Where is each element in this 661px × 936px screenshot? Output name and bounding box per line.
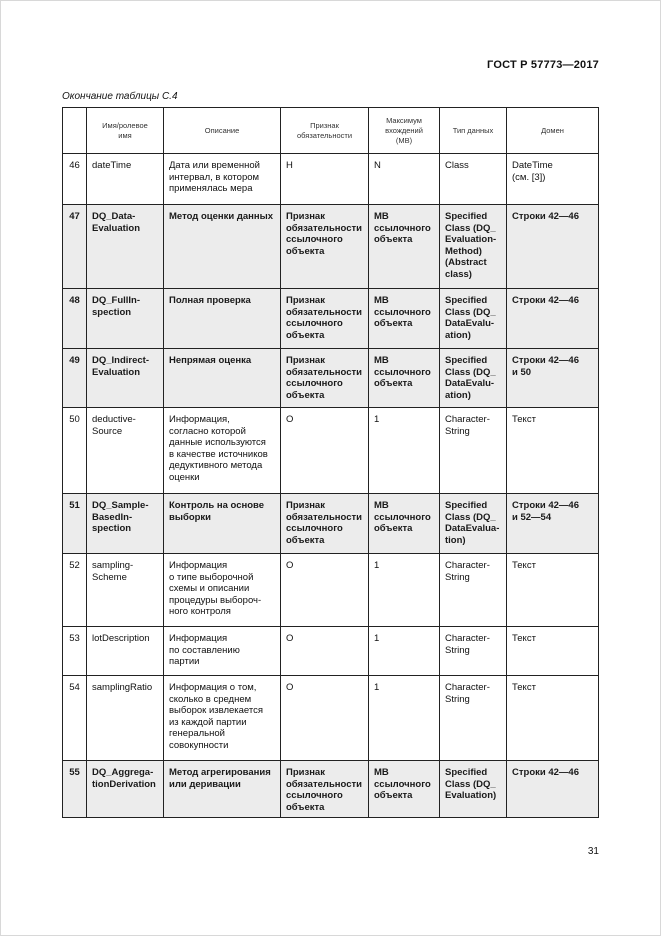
row-domain: Строки 42—46 xyxy=(507,205,599,289)
row-name: DQ_Indirect- Evaluation xyxy=(87,349,164,408)
row-max-occurrence: МВ ссылочного объекта xyxy=(369,205,440,289)
table-row xyxy=(63,676,599,761)
table-row xyxy=(63,154,599,205)
table-row xyxy=(63,627,599,676)
row-domain: Строки 42—46 и 52—54 xyxy=(507,494,599,554)
row-number: 54 xyxy=(63,676,87,761)
row-description: Информация, согласно которой данные используются в качестве источников дедуктивного метода оценки xyxy=(164,408,281,494)
row-domain: Текст xyxy=(507,627,599,676)
row-name: DQ_FullIn- spection xyxy=(87,289,164,349)
header-data-type: Тип данных xyxy=(440,108,507,154)
row-description: Полная проверка xyxy=(164,289,281,349)
row-number: 46 xyxy=(63,154,87,205)
row-obligation: Признак обязательности ссылочного объекта xyxy=(281,205,369,289)
row-max-occurrence: МВ ссылочного объекта xyxy=(369,761,440,818)
header-description: Описание xyxy=(164,108,281,154)
specification-table xyxy=(62,107,599,818)
row-domain: Текст xyxy=(507,554,599,627)
row-max-occurrence: 1 xyxy=(369,627,440,676)
row-description: Метод агрегирования или деривации xyxy=(164,761,281,818)
row-number: 53 xyxy=(63,627,87,676)
row-data-type: Specified Class (DQ_ DataEvalu- ation) xyxy=(440,289,507,349)
row-data-type: Class xyxy=(440,154,507,205)
row-data-type: Specified Class (DQ_ DataEvalu- ation) xyxy=(440,349,507,408)
row-number: 52 xyxy=(63,554,87,627)
header-max-occurrence: Максимум вхождений (МВ) xyxy=(369,108,440,154)
row-obligation: O xyxy=(281,627,369,676)
row-domain: Текст xyxy=(507,408,599,494)
row-name: sampling- Scheme xyxy=(87,554,164,627)
table-caption: Окончание таблицы С.4 xyxy=(62,91,178,102)
table-row xyxy=(63,761,599,818)
row-domain: Строки 42—46 xyxy=(507,761,599,818)
row-max-occurrence: 1 xyxy=(369,676,440,761)
row-data-type: Character- String xyxy=(440,408,507,494)
header-domain: Домен xyxy=(507,108,599,154)
row-obligation: O xyxy=(281,408,369,494)
row-data-type: Character- String xyxy=(440,676,507,761)
row-name: DQ_Aggrega- tionDerivation xyxy=(87,761,164,818)
row-max-occurrence: N xyxy=(369,154,440,205)
header-name: Имя/ролевое имя xyxy=(87,108,164,154)
row-data-type: Character- String xyxy=(440,554,507,627)
row-name: samplingRatio xyxy=(87,676,164,761)
row-number: 47 xyxy=(63,205,87,289)
row-max-occurrence: МВ ссылочного объекта xyxy=(369,349,440,408)
row-domain: Текст xyxy=(507,676,599,761)
row-description: Информация о том, сколько в среднем выборок извлекается из каждой партии генеральной совокупности xyxy=(164,676,281,761)
table-row xyxy=(63,554,599,627)
row-obligation: Признак обязательности ссылочного объекта xyxy=(281,289,369,349)
table-row xyxy=(63,289,599,349)
row-data-type: Specified Class (DQ_ Evaluation- Method) (Abstract class) xyxy=(440,205,507,289)
row-max-occurrence: 1 xyxy=(369,408,440,494)
row-number: 48 xyxy=(63,289,87,349)
row-data-type: Specified Class (DQ_ DataEvalua- tion) xyxy=(440,494,507,554)
row-max-occurrence: 1 xyxy=(369,554,440,627)
table-row xyxy=(63,349,599,408)
row-number: 55 xyxy=(63,761,87,818)
row-domain: DateTime (см. [3]) xyxy=(507,154,599,205)
row-number: 49 xyxy=(63,349,87,408)
row-obligation: Признак обязательности ссылочного объекта xyxy=(281,761,369,818)
row-domain: Строки 42—46 и 50 xyxy=(507,349,599,408)
row-obligation: O xyxy=(281,676,369,761)
row-obligation: Н xyxy=(281,154,369,205)
row-description: Информация о типе выборочной схемы и описании процедуры выбороч- ного контроля xyxy=(164,554,281,627)
row-name: DQ_Data- Evaluation xyxy=(87,205,164,289)
row-description: Метод оценки данных xyxy=(164,205,281,289)
row-name: deductive- Source xyxy=(87,408,164,494)
table-row xyxy=(63,408,599,494)
table-header-row xyxy=(63,108,599,154)
row-obligation: O xyxy=(281,554,369,627)
table-row xyxy=(63,205,599,289)
row-domain: Строки 42—46 xyxy=(507,289,599,349)
document-header: ГОСТ Р 57773—2017 xyxy=(487,59,599,71)
row-obligation: Признак обязательности ссылочного объекта xyxy=(281,349,369,408)
row-data-type: Character- String xyxy=(440,627,507,676)
row-description: Дата или временной интервал, в котором применялась мера xyxy=(164,154,281,205)
header-obligation: Признак обязательности xyxy=(281,108,369,154)
row-obligation: Признак обязательности ссылочного объекта xyxy=(281,494,369,554)
page-number: 31 xyxy=(587,846,599,857)
row-max-occurrence: МВ ссылочного объекта xyxy=(369,494,440,554)
row-name: lotDescription xyxy=(87,627,164,676)
table-row xyxy=(63,494,599,554)
row-name: DQ_Sample- BasedIn- spection xyxy=(87,494,164,554)
row-data-type: Specified Class (DQ_ Evaluation) xyxy=(440,761,507,818)
row-max-occurrence: МВ ссылочного объекта xyxy=(369,289,440,349)
row-number: 51 xyxy=(63,494,87,554)
header-number xyxy=(63,108,87,154)
row-number: 50 xyxy=(63,408,87,494)
row-name: dateTime xyxy=(87,154,164,205)
row-description: Непрямая оценка xyxy=(164,349,281,408)
row-description: Информация по составлению партии xyxy=(164,627,281,676)
row-description: Контроль на основе выборки xyxy=(164,494,281,554)
